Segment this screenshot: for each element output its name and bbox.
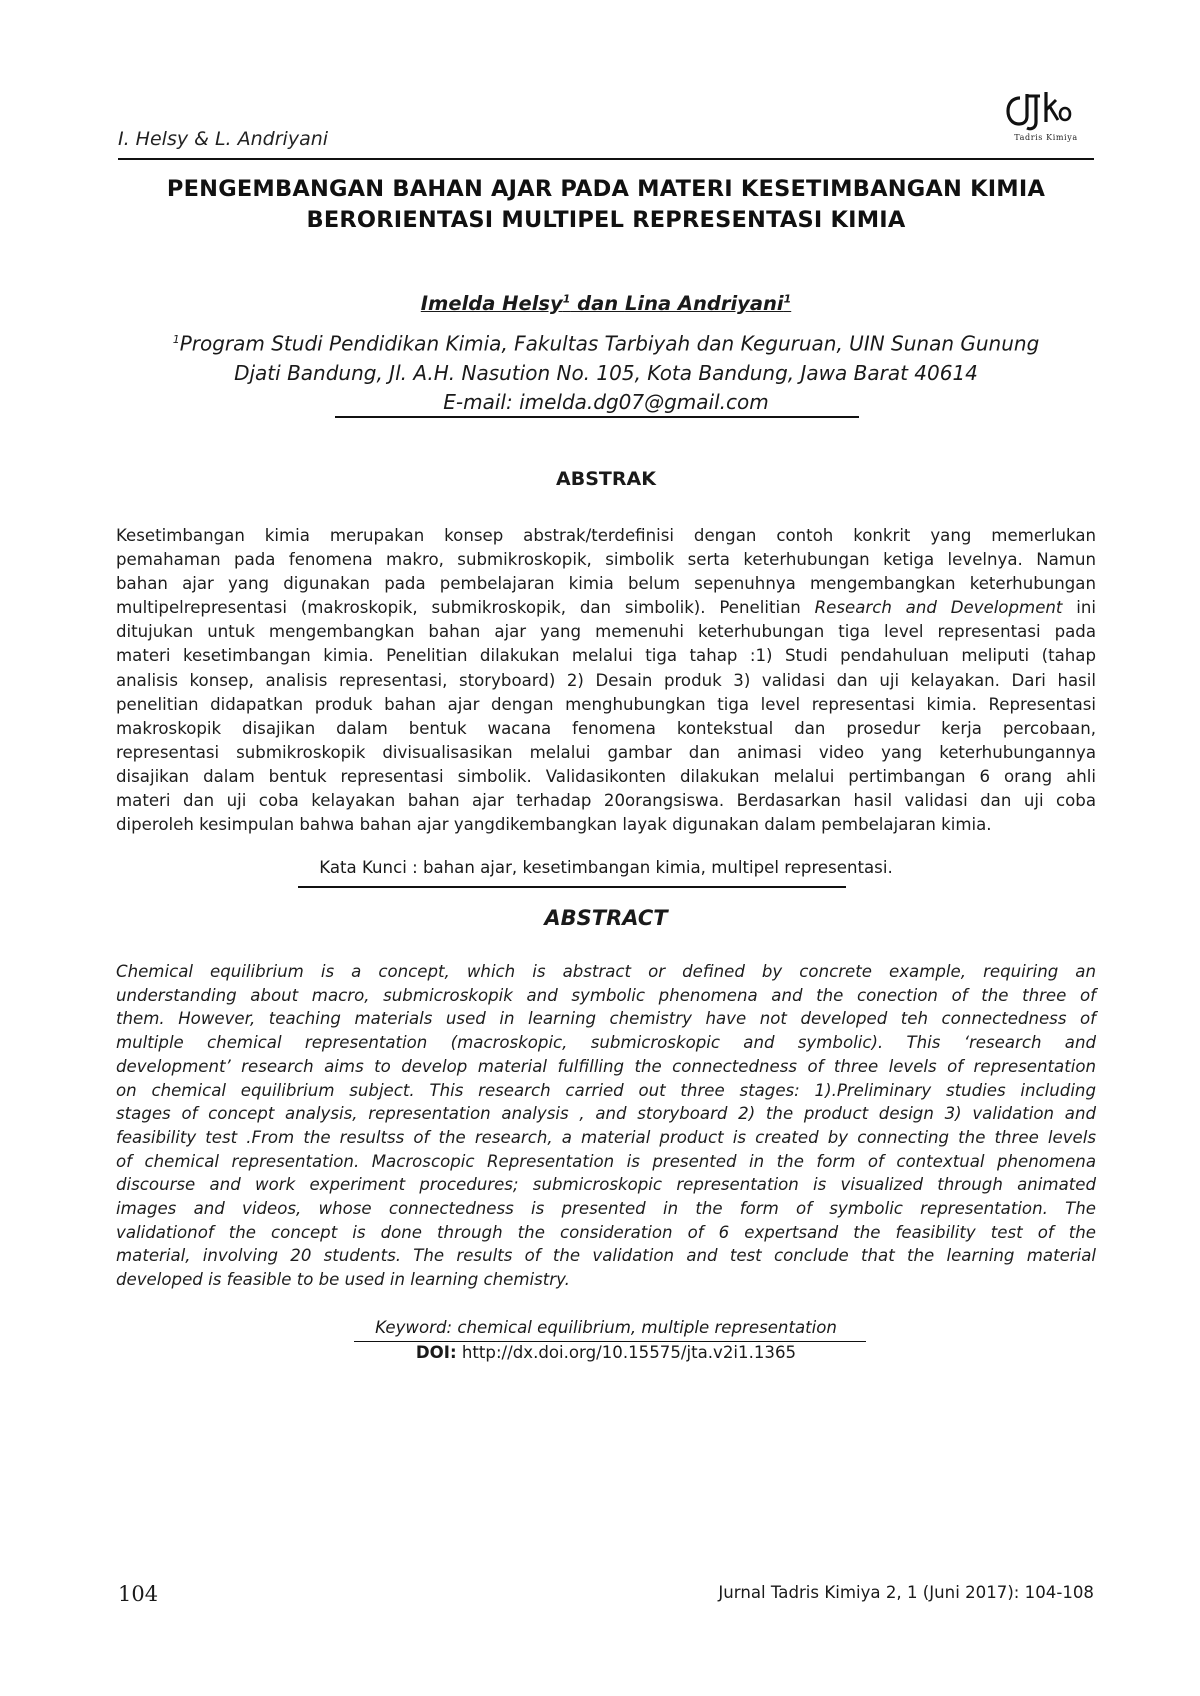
text-line: bahan ajar yang digunakan pada pembelajaran kimia belum sepenuhnya mengembangkan keterhubungan: [116, 574, 1096, 594]
text-line: stages of concept analysis, representation analysis , and storyboard 2) the product design 3) validation and: [116, 1104, 1096, 1124]
abstract-heading: ABSTRACT: [544, 906, 668, 930]
journal-citation: Jurnal Tadris Kimiya 2, 1 (Juni 2017): 104-108: [718, 1583, 1094, 1602]
text-line: disajikan dalam bentuk representasi simbolik. Validasikonten dilakukan melalui pertimbangan 6 orang ahli: [116, 766, 1096, 786]
author-affil-mark: 1: [562, 292, 571, 306]
author-name: Lina Andriyani: [624, 292, 784, 315]
author-affil-mark: 1: [783, 292, 792, 306]
title-line: BERORIENTASI MULTIPEL REPRESENTASI KIMIA: [306, 207, 906, 233]
text-line: penelitian didapatkan produk bahan ajar dengan menghubungkan tiga level representasi kimia. Representasi: [116, 694, 1096, 714]
text-line: diperoleh kesimpulan bahwa bahan ajar yangdikembangkan layak digunakan dalam pembelajaran kimia.: [116, 815, 992, 835]
header-rule: [118, 158, 1094, 160]
text-line: analisis konsep, analisis representasi, storyboard) 2) Desain produk 3) validasi dan uji kelayakan. Dari hasil: [116, 670, 1096, 690]
text-line: ditujukan untuk mengembangkan bahan ajar yang memenuhi keterhubungan tiga level representasi pada: [116, 622, 1096, 642]
abstrak-heading: ABSTRAK: [556, 468, 656, 490]
text-line: development’ research aims to develop material fulfilling the connectedness of three levels of representation: [116, 1056, 1096, 1076]
title-line: PENGEMBANGAN BAHAN AJAR PADA MATERI KESETIMBANGAN KIMIA: [166, 176, 1046, 202]
logo-caption: Tadris Kimiya: [1014, 133, 1078, 142]
text-line: on chemical equilibrium subject. This research carried out three stages: 1).Preliminary studies including: [116, 1080, 1096, 1100]
journal-logo-icon: [1000, 88, 1092, 134]
keyword-label: Keyword: [375, 1318, 447, 1337]
keywords-rule: [298, 886, 846, 888]
doi-label: DOI:: [415, 1343, 457, 1362]
page-number: 104: [118, 1582, 159, 1606]
author-email[interactable]: E-mail: imelda.dg07@gmail.com: [443, 389, 769, 414]
text-line: materi kesetimbangan kimia. Penelitian dilakukan melalui tiga tahap :1) Studi pendahuluan meliputi (tahap: [116, 646, 1096, 666]
abstract-keywords: [118, 1318, 1094, 1337]
affil-mark: 1: [172, 333, 180, 346]
text-line: developed is feasible to be used in learning chemistry.: [116, 1270, 570, 1290]
text-line: multipelrepresentasi (makroskopik, submikroskopik, dan simbolik). Penelitian Research and Development ini: [116, 598, 1097, 618]
text-line: pemahaman pada fenomena makro, submikroskopik, simbolik serta keterhubungan ketiga levelnya. Namun: [116, 550, 1096, 570]
text-line: understanding about macro, submicroskopik and symbolic phenomena and the conection of the three of: [116, 985, 1096, 1005]
affiliation: [118, 325, 1094, 417]
doi-link[interactable]: http://dx.doi.org/10.15575/jta.v2i1.1365: [461, 1343, 797, 1362]
text-line: Kesetimbangan kimia merupakan konsep abstrak/terdefinisi dengan contoh konkrit yang memerlukan: [116, 526, 1096, 545]
author-conjunction: dan: [570, 292, 625, 315]
affil-line: Program Studi Pendidikan Kimia, Fakultas Tarbiyah dan Keguruan, UIN Sunan Gunung: [179, 331, 1040, 356]
text-line: of chemical representation. Macroscopic Representation is presented in the form of contextual phenomena: [116, 1151, 1096, 1171]
text-line: discourse and work experiment procedures; submicroskopic representation is visualized through animated: [116, 1175, 1096, 1195]
text-line: Chemical equilibrium is a concept, which is abstract or defined by concrete example, requiring an: [116, 962, 1096, 981]
author-name: Imelda Helsy: [420, 292, 563, 315]
text-line: validationof the concept is done through the consideration of 6 expertsand the feasibility test of the: [116, 1222, 1096, 1242]
affiliation-rule: [335, 416, 859, 418]
text-line: images and videos, whose connectedness is presented in the form of symbolic representation. The: [116, 1199, 1096, 1219]
text-line: materi dan uji coba kelayakan bahan ajar terhadap 20orangsiswa. Berdasarkan hasil validasi dan uji coba: [116, 791, 1096, 811]
keyword-text: : chemical equilibrium, multiple representation: [446, 1318, 837, 1337]
affil-line: Djati Bandung, Jl. A.H. Nasution No. 105, Kota Bandung, Jawa Barat 40614: [234, 360, 978, 385]
abstract-body: [116, 960, 1096, 1292]
running-head: I. Helsy & L. Andriyani: [118, 128, 329, 150]
kata-kunci: Kata Kunci : bahan ajar, kesetimbangan kimia, multipel representasi.: [319, 858, 893, 877]
emphasis: Research and Development: [814, 598, 1063, 618]
text-line: multiple chemical representation (macroskopic, submicroskopic and symbolic). This ‘research and: [116, 1033, 1096, 1053]
author-list: [118, 292, 1094, 315]
text-line: feasibility test .From the resultss of the research, a material product is created by connecting the three levels: [116, 1127, 1096, 1147]
text-line: makroskopik disajikan dalam bentuk wacana fenomena kontekstual dan prosedur kerja percobaan,: [116, 718, 1096, 738]
doi: [118, 1343, 1094, 1362]
paper-title: [118, 174, 1094, 236]
abstrak-body: [116, 524, 1096, 837]
text-line: them. However, teaching materials used in learning chemistry have not developed teh connectedness of: [116, 1009, 1096, 1029]
text-line: material, involving 20 students. The results of the validation and test conclude that the learning material: [116, 1246, 1096, 1266]
keyword-rule: [354, 1341, 866, 1342]
text-line: representasi submikroskopik divisualisasikan melalui gambar dan animasi video yang keterhubungannya: [116, 742, 1096, 762]
